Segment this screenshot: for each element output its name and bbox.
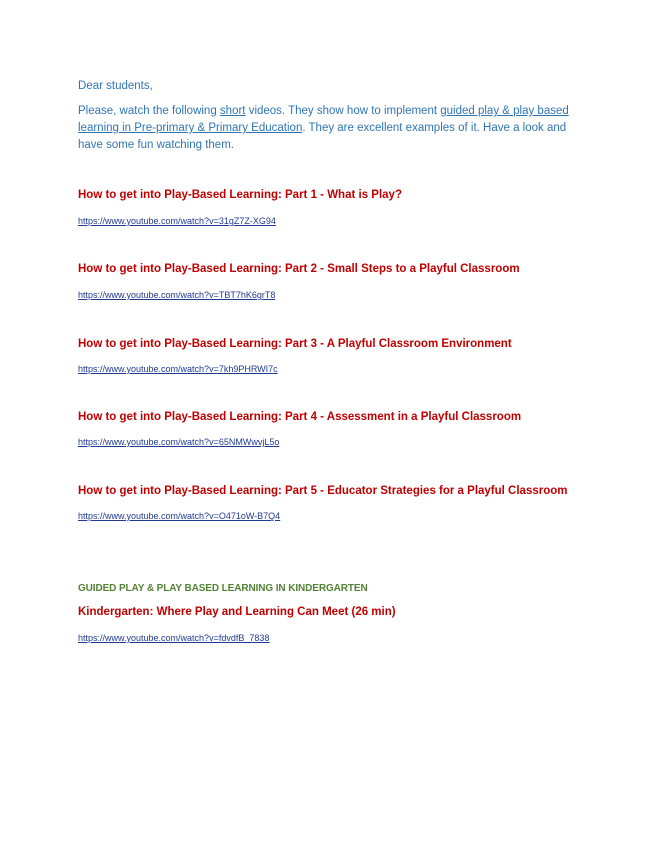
video-title-part-5: How to get into Play-Based Learning: Part 5 - Educator Strategies for a Playful Classroom [78,485,568,497]
video-title-part-4: How to get into Play-Based Learning: Part 4 - Assessment in a Playful Classroom [78,411,522,423]
kindergarten-section-heading: GUIDED PLAY & PLAY BASED LEARNING IN KINDERGARTEN [78,583,368,594]
video-title-part-2: How to get into Play-Based Learning: Part 2 - Small Steps to a Playful Classroom [78,263,520,275]
kindergarten-video-link[interactable]: https://www.youtube.com/watch?v=fdvdfB_7838 [78,633,270,643]
video-link-part-3[interactable]: https://www.youtube.com/watch?v=7kh9PHRWI7c [78,364,278,374]
intro-text-2: videos. They show how to implement [245,105,441,117]
short-link[interactable]: short [219,105,246,117]
video-link-part-5[interactable]: https://www.youtube.com/watch?v=O471oW-B7Q4 [78,511,281,521]
video-link-part-2[interactable]: https://www.youtube.com/watch?v=TBT7hK6grT8 [78,290,276,300]
video-link-part-1[interactable]: https://www.youtube.com/watch?v=31gZ7Z-XG94 [78,216,276,226]
kindergarten-video-title: Kindergarten: Where Play and Learning Can Meet (26 min) [78,606,396,618]
greeting-text: Dear students, [78,80,153,92]
video-link-part-4[interactable]: https://www.youtube.com/watch?v=65NMWwvjL5o [78,437,280,447]
intro-text-1: Please, watch the following [78,105,220,117]
video-title-part-1: How to get into Play-Based Learning: Part 1 - What is Play? [78,189,402,201]
topic-link[interactable]: guided play & play based learning in Pre-primary & Primary Education [78,105,569,134]
intro-text-3: . They are excellent examples of it. Have a look and have some fun watching them. [78,122,567,151]
intro-paragraph [78,103,578,154]
video-title-part-3: How to get into Play-Based Learning: Part 3 - A Playful Classroom Environment [78,338,512,350]
